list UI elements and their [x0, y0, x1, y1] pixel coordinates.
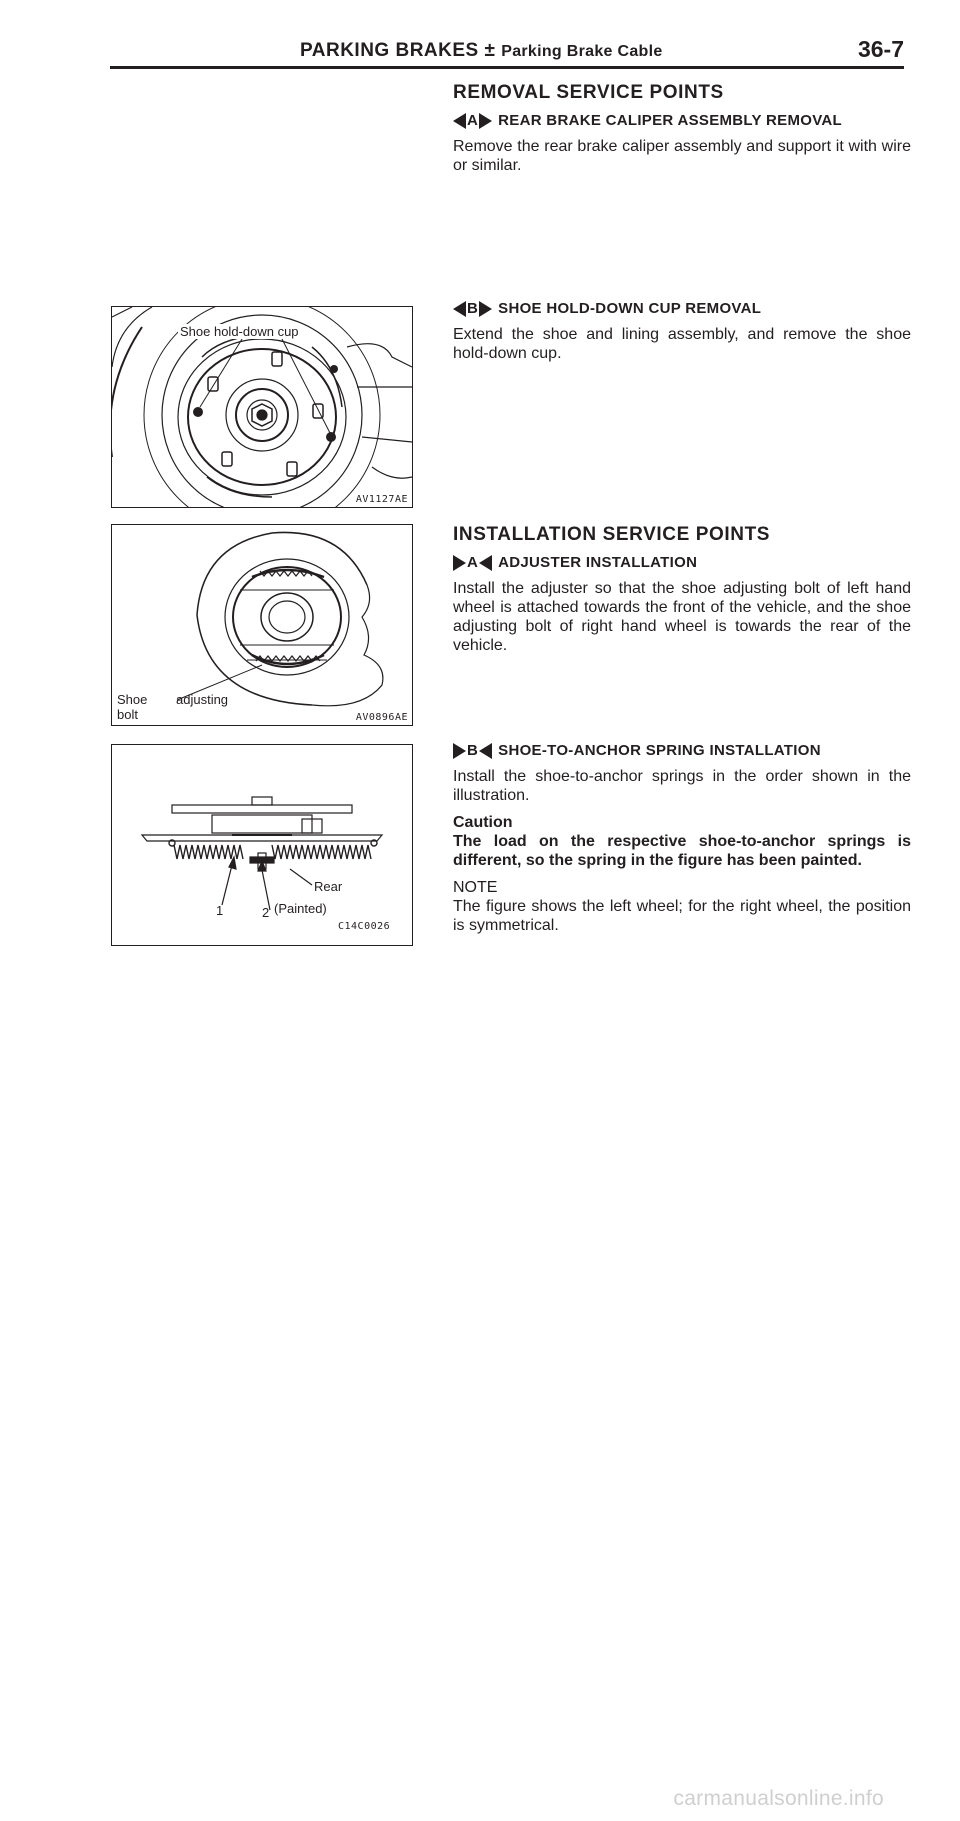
installation-step-a-title: ADJUSTER INSTALLATION [498, 554, 698, 571]
installation-step-b-text: Install the shoe-to-anchor springs in the order shown in the illustration. [453, 768, 911, 804]
installation-step-a-heading [453, 554, 911, 571]
left-triangle-icon [479, 743, 492, 759]
installation-step-a-text: Install the adjuster so that the shoe adjusting bolt of left hand wheel is attached towards the front of the vehicle, and the shoe adjusting bolt of right hand wheel is towards the rear of the vehicle. [453, 580, 911, 654]
installation-title: INSTALLATION SERVICE POINTS [453, 524, 771, 545]
figure-code: AV1127AE [355, 494, 408, 505]
watermark: carmanualsonline.info [673, 1787, 884, 1810]
left-triangle-icon [453, 301, 466, 317]
caution-label: Caution [453, 814, 513, 831]
figure-code: C14C0026 [338, 921, 391, 932]
figure-label-adjusting: adjusting [176, 692, 229, 707]
removal-step-a-heading [453, 112, 911, 129]
figure-shoe-to-anchor-springs [111, 744, 413, 946]
installation-section [453, 524, 911, 655]
figure-label-hold-down-cup: Shoe hold-down cup [180, 324, 299, 339]
header-separator: ± [484, 40, 496, 61]
note-label: NOTE [453, 879, 498, 896]
removal-title: REMOVAL SERVICE POINTS [453, 82, 724, 103]
caution-text: The load on the respective shoe-to-anchor springs is different, so the spring in the figure has been painted. [453, 833, 911, 869]
installation-marker-b: B [453, 742, 492, 759]
backing-plate-illustration [112, 525, 412, 725]
removal-step-b-text: Extend the shoe and lining assembly, and remove the shoe hold-down cup. [453, 326, 911, 362]
removal-section [453, 82, 911, 175]
page-number: 36-7 [857, 36, 904, 62]
figure-shoe-adjusting-bolt [111, 524, 413, 726]
left-triangle-icon [479, 555, 492, 571]
right-triangle-icon [453, 743, 466, 759]
header-section: PARKING BRAKES [300, 40, 479, 61]
removal-step-b-heading [453, 300, 911, 317]
installation-step-b [453, 742, 911, 935]
figure-label-shoe: Shoe [117, 692, 148, 707]
left-triangle-icon [453, 113, 466, 129]
figure-label-painted: (Painted) [274, 901, 327, 916]
installation-step-b-title: SHOE-TO-ANCHOR SPRING INSTALLATION [498, 742, 821, 759]
removal-step-a-title: REAR BRAKE CALIPER ASSEMBLY REMOVAL [498, 112, 843, 129]
header-subsection: Parking Brake Cable [501, 43, 663, 60]
figure-label-bolt: bolt [117, 707, 138, 722]
installation-step-b-heading [453, 742, 911, 759]
removal-step-b-title: SHOE HOLD-DOWN CUP REMOVAL [498, 300, 762, 317]
note-text: The figure shows the left wheel; for the right wheel, the position is symmetrical. [453, 898, 911, 934]
removal-step-b [453, 300, 911, 363]
figure-code: AV0896AE [355, 712, 408, 723]
figure-label-spring-1: 1 [216, 903, 224, 918]
right-triangle-icon [479, 113, 492, 129]
header-rule [110, 66, 904, 69]
page-header [110, 36, 904, 66]
right-triangle-icon [453, 555, 466, 571]
removal-step-a-text: Remove the rear brake caliper assembly and support it with wire or similar. [453, 138, 911, 174]
figure-label-spring-2: 2 [262, 905, 270, 920]
right-triangle-icon [479, 301, 492, 317]
removal-marker-a: A [453, 112, 492, 129]
installation-marker-a: A [453, 554, 492, 571]
figure-label-rear: Rear [314, 879, 343, 894]
header-title [300, 40, 663, 62]
removal-marker-b: B [453, 300, 492, 317]
figure-shoe-hold-down-cup [111, 306, 413, 508]
